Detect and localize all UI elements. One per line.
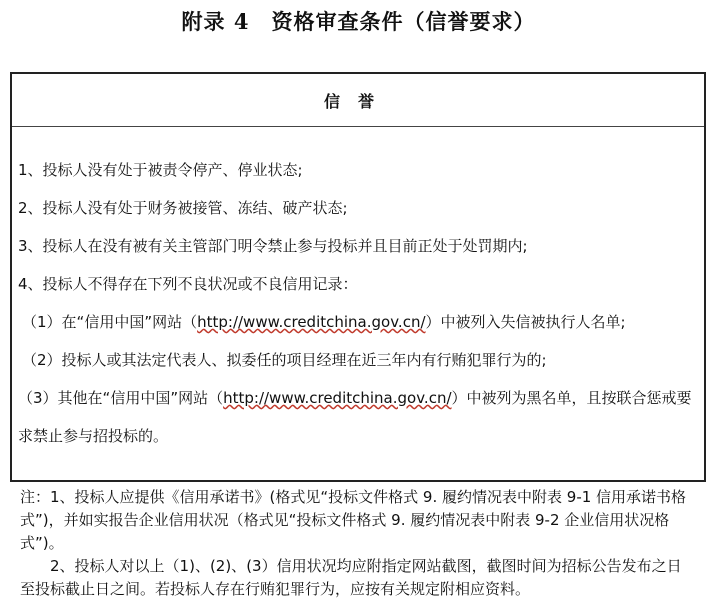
sub-item-3-prefix: （3）其他在“信用中国”网站（ (18, 389, 224, 407)
page-title: 附录 4 资格审查条件（信誉要求） (181, 9, 536, 34)
creditchina-link-1[interactable]: http://www.creditchina.gov.cn/ (197, 313, 426, 331)
requirement-item-2: 2、投标人没有处于财务被接管、冻结、破产状态; (18, 199, 348, 217)
table-body (12, 127, 704, 455)
sub-item-3-suffix: ）中被列为黑名单，且按联合惩戒要求禁止参与招投标的。 (18, 389, 692, 445)
sub-item-3 (18, 379, 698, 455)
sub-item-1 (18, 303, 698, 341)
sub-item-1-prefix: （1）在“信用中国”网站（ (22, 313, 198, 331)
note-1: 注：1、投标人应提供《信用承诺书》(格式见“投标文件格式 9. 履约情况表中附表 9-1 信用承诺书格式”)，并如实报告企业信用状况（格式见“投标文件格式 9. 履约情况表中附表 9-2 企业信用状况格式”)。 (20, 488, 687, 552)
requirement-item-4: 4、投标人不得存在下列不良状况或不良信用记录： (18, 275, 358, 293)
sub-item-1-suffix: ）中被列入失信被执行人名单; (425, 313, 626, 331)
credit-requirements-table (10, 72, 706, 482)
requirement-item-3: 3、投标人在没有被有关主管部门明令禁止参与投标并且目前正处于处罚期内; (18, 237, 528, 255)
notes-section (20, 486, 692, 601)
requirement-item-1: 1、投标人没有处于被责令停产、停业状态; (18, 161, 303, 179)
sub-item-2: （2）投标人或其法定代表人、拟委任的项目经理在近三年内有行贿犯罪行为的; (22, 351, 547, 369)
note-2: 2、投标人对以上（1)、(2)、(3）信用状况均应附指定网站截图，截图时间为招标公告发布之日至投标截止日之间。若投标人存在行贿犯罪行为，应按有关规定附相应资料。 (20, 557, 682, 598)
table-header: 信誉 (12, 74, 704, 127)
creditchina-link-2[interactable]: http://www.creditchina.gov.cn/ (223, 389, 452, 407)
